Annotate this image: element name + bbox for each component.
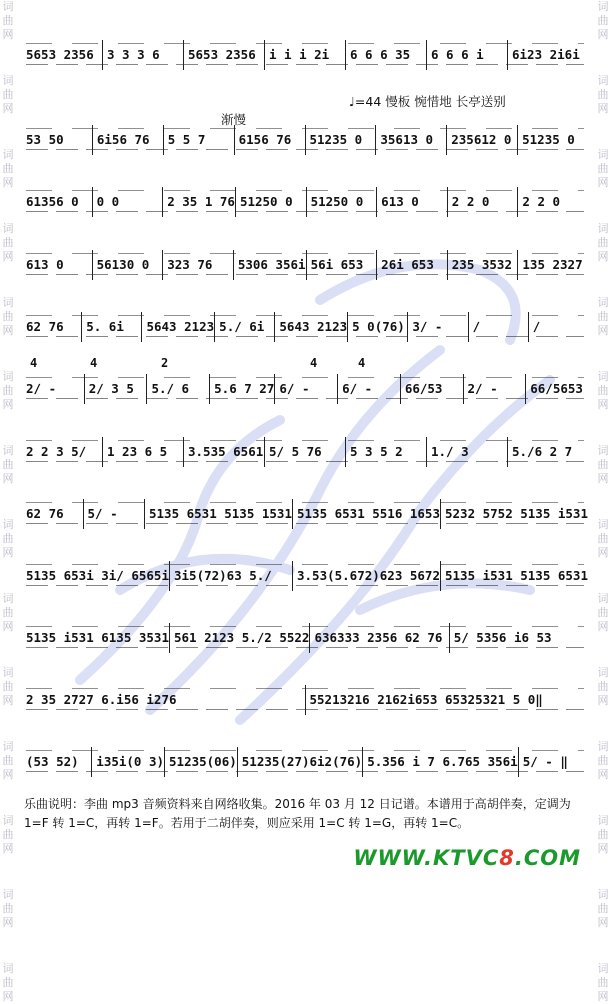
measure: 66∕53 [400, 374, 463, 404]
measure: 5 0(76) [347, 312, 407, 342]
tempo-marking: ♩=44 慢板 惋惜地 长亭送别 [349, 94, 506, 109]
watermark-text: 词曲网 [2, 962, 14, 1003]
time-signature: 4 [90, 356, 98, 370]
score-row [24, 125, 588, 155]
measure: 561 2123 5.∕2 5522 [169, 623, 309, 653]
watermark-text: 词曲网 [2, 370, 14, 411]
watermark-text: 词曲网 [2, 888, 14, 929]
watermark-text: 词曲网 [597, 888, 609, 929]
measure: 6 6 6 i [426, 40, 507, 70]
watermark-text: 词曲网 [597, 74, 609, 115]
watermark-text: 词曲网 [597, 148, 609, 189]
watermark-text: 词曲网 [597, 0, 609, 41]
measure: 235612 0 [446, 125, 517, 155]
measure: 6 6 6 35 [345, 40, 426, 70]
measure: 135 2327 [517, 250, 588, 280]
measure: 51235 0 [517, 125, 588, 155]
score-row [24, 623, 588, 653]
watermark-text: 词曲网 [2, 296, 14, 337]
measure: 51235 0 [305, 125, 376, 155]
measure: 51250 0 [235, 187, 306, 217]
measure: 5643 2123 [141, 312, 214, 342]
measure: 3.53(5.672)623 5672 [292, 561, 440, 591]
measure: 5∕ 5 76 [264, 437, 345, 467]
watermark-text: 词曲网 [2, 666, 14, 707]
measure: 3i5(72)63 5.∕ [169, 561, 292, 591]
measure: 1.∕ 3 [426, 437, 507, 467]
measure: 51235(06) [164, 747, 237, 777]
measure: 5∕ 5356 i6 53 [449, 623, 588, 653]
measure: ∕ [528, 312, 588, 342]
measure: 5135 6531 5516 1653 [292, 499, 440, 529]
measure: 2 35 2727 6.i56 i276 [26, 692, 177, 707]
measure: 2 2 0 [517, 187, 588, 217]
measure: 613 0 [376, 187, 447, 217]
watermark-sidebar-right [595, 0, 611, 1003]
watermark-text: 词曲网 [597, 740, 609, 781]
measure: 5 5 7 [163, 125, 234, 155]
measure: 2∕ - [463, 374, 526, 404]
time-signature: 4 [30, 356, 38, 370]
measure: 51235(27)6i2(76) [237, 747, 362, 777]
watermark-text: 词曲网 [2, 148, 14, 189]
score-row [24, 312, 588, 342]
measure: 56i 653 [306, 250, 377, 280]
measure: 2 35 1 76 [162, 187, 235, 217]
measure: (53 52) [26, 754, 79, 769]
measure: 3∕ - [407, 312, 467, 342]
measure: 0 0 [92, 187, 163, 217]
measure: 6156 76 [234, 125, 305, 155]
watermark-text: 词曲网 [2, 74, 14, 115]
watermark-sidebar-left [0, 0, 16, 1003]
site-brand [353, 846, 581, 870]
time-signature: 2 [161, 356, 169, 370]
score-row [24, 40, 588, 70]
measure: 5. 6i [81, 312, 141, 342]
measure: 5∕ - ‖ [518, 747, 588, 777]
measure: 56130 0 [92, 250, 163, 280]
measure: 6i23 2i6i [507, 40, 588, 70]
score-row [24, 374, 588, 404]
score-row [24, 561, 588, 591]
watermark-text: 词曲网 [597, 814, 609, 855]
measure: 5 3 5 2 [345, 437, 426, 467]
score-row [24, 250, 588, 280]
measure: 5232 5752 5135 i531 [440, 499, 588, 529]
measure: 323 76 [162, 250, 233, 280]
watermark-text: 词曲网 [597, 666, 609, 707]
measure: 3.535 6561 [183, 437, 264, 467]
measure: 6i56 76 [92, 125, 163, 155]
score-notes: 乐曲说明：李曲 mp3 音频资料来自网络收集。2016 年 03 月 12 日记谱。本谱用于高胡伴奏，定调为 1=F 转 1=C，再转 1=F。若用于二胡伴奏，则应采用 1=C 转 1=G，再转 1=C。 [24, 797, 571, 830]
watermark-text: 词曲网 [597, 222, 609, 263]
score-row [24, 187, 588, 217]
measure: 2 2 0 [447, 187, 518, 217]
watermark-text: 词曲网 [2, 592, 14, 633]
score-sheet [24, 0, 588, 895]
measure: 26i 653 [376, 250, 447, 280]
measure: 5653 2356 [183, 40, 264, 70]
measure: 2∕ 3 5 [84, 374, 147, 404]
score-row [24, 747, 588, 777]
watermark-text: 词曲网 [597, 296, 609, 337]
watermark-text: 词曲网 [597, 370, 609, 411]
watermark-text: 词曲网 [2, 444, 14, 485]
watermark-text: 词曲网 [2, 0, 14, 41]
watermark-text: 词曲网 [2, 740, 14, 781]
measure: 5135 i531 5135 6531 [440, 561, 588, 591]
measure: 1 23 6 5 [102, 437, 183, 467]
measure: 5135 i531 6135 3531 [26, 630, 169, 645]
measure: 66∕5653 [525, 374, 588, 404]
score-row [24, 685, 588, 715]
score-row [24, 499, 588, 529]
time-signature: 4 [310, 356, 318, 370]
watermark-text: 词曲网 [597, 518, 609, 559]
measure: 636333 2356 62 76 [309, 623, 448, 653]
measure: 5∕ - [83, 499, 145, 529]
measure: 613 0 [26, 257, 64, 272]
measure: 5653 2356 [26, 47, 94, 62]
measure: i i i 2i [264, 40, 345, 70]
measure: ∕ [468, 312, 528, 342]
watermark-text: 词曲网 [2, 518, 14, 559]
measure: 2∕ - [26, 381, 57, 396]
watermark-text: 词曲网 [2, 814, 14, 855]
time-signature: 4 [358, 356, 366, 370]
measure: 51250 0 [306, 187, 377, 217]
watermark-text: 词曲网 [2, 222, 14, 263]
score-row [24, 437, 588, 467]
measure: 6∕ - [274, 374, 337, 404]
time-signature-row [24, 356, 588, 370]
measure: 5.∕6 2 7 [507, 437, 588, 467]
ritardando-marking: 渐慢 [221, 112, 247, 127]
measure: 62 76 [26, 506, 64, 521]
measure: 2 2 3 5∕ [26, 444, 87, 459]
measure: 5306 356i [233, 250, 306, 280]
brand-tail: .COM [514, 846, 581, 870]
watermark-text: 词曲网 [597, 444, 609, 485]
measure: 5643 2123 [274, 312, 347, 342]
measure: 5.∕ 6i [214, 312, 274, 342]
measure: 53 50 [26, 132, 64, 147]
measure: 55213216 2162i653 65325321 5 0‖ [305, 685, 589, 715]
measure: 235 3532 [447, 250, 518, 280]
measure: 61356 0 [26, 194, 79, 209]
measure: 3 3 3 6 [102, 40, 183, 70]
measure: 62 76 [26, 319, 64, 334]
measure: 5.∕ 6 [146, 374, 209, 404]
brand-main: WWW.KTVC [353, 846, 500, 870]
measure: 5.356 i 7 6.765 356i [362, 747, 518, 777]
measure: 6∕ - [337, 374, 400, 404]
measure: 35613 0 [375, 125, 446, 155]
measure: 5135 6531 5135 1531 [144, 499, 292, 529]
measure: i35i(0 3) [91, 747, 164, 777]
measure: 5.6 7 27 [209, 374, 274, 404]
measure: 5135 653i 3i∕ 6565i [26, 568, 169, 583]
brand-accent: 8 [499, 846, 515, 870]
watermark-text: 词曲网 [597, 592, 609, 633]
watermark-text: 词曲网 [597, 962, 609, 1003]
